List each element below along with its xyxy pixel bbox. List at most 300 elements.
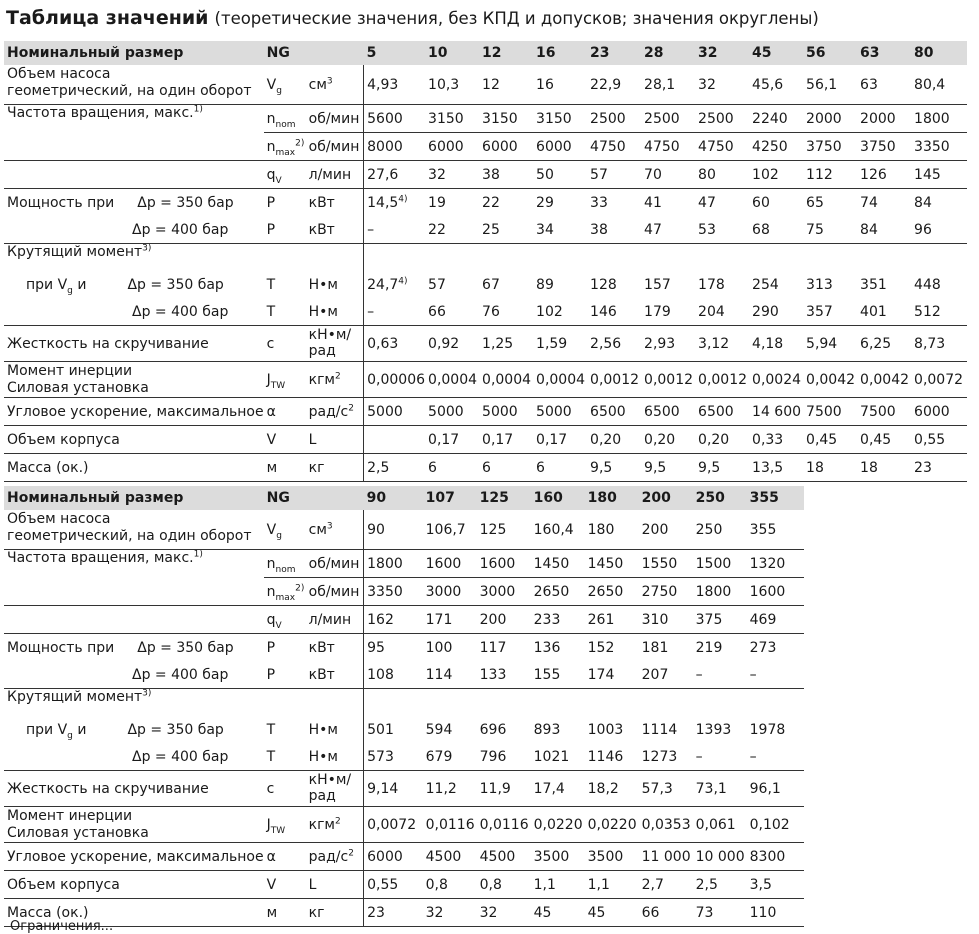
row-label (4, 661, 264, 689)
row-unit (306, 634, 364, 662)
page-title (6, 7, 819, 29)
blank-cell (804, 716, 968, 743)
row-label (4, 189, 264, 217)
blank-cell (804, 807, 968, 843)
value-cell: 5600 (364, 105, 425, 133)
row-p350 (4, 189, 967, 217)
value-cell: 9,5 (695, 454, 749, 482)
value-cell: 0,45 (803, 426, 857, 454)
row-symbol (264, 133, 306, 161)
values-table-2 (4, 486, 968, 927)
unit: рад (308, 788, 336, 804)
symbol: м (266, 904, 278, 921)
value-cell: 10,3 (425, 65, 479, 105)
row-label (4, 716, 264, 743)
footnote-mark: 4) (398, 193, 408, 204)
row-symbol (264, 743, 306, 771)
value-cell (911, 244, 967, 272)
row-t400 (4, 743, 968, 771)
value-cell: 32 (425, 161, 479, 189)
label-text: Силовая установка (7, 380, 149, 396)
row-unit (306, 398, 364, 426)
blank-cell (804, 871, 968, 899)
value-cell: 1,1 (531, 871, 585, 899)
value-cell: 5000 (533, 398, 587, 426)
value-cell: 34 (533, 216, 587, 244)
symbol-sub: nom (275, 119, 296, 130)
header-size-23: 23 (587, 41, 641, 65)
unit: кг (308, 459, 325, 476)
value-cell: 110 (747, 899, 804, 927)
value-cell: 60 (752, 194, 770, 211)
value-cell: 1450 (531, 550, 585, 578)
row-j (4, 362, 967, 398)
footnote-mark: 1) (193, 549, 203, 560)
label-text: Мощность при (7, 639, 115, 656)
value-cell: 254 (752, 276, 779, 293)
value-cell: – (693, 743, 747, 771)
value-cell: 45 (531, 899, 585, 927)
row-unit (306, 105, 364, 133)
row-symbol (264, 454, 306, 482)
value-cell: 38 (479, 161, 533, 189)
symbol-sub: max (275, 147, 296, 158)
value-cell: 179 (641, 298, 695, 326)
row-symbol (264, 899, 306, 927)
row-unit (306, 550, 364, 578)
blank-cell (804, 743, 968, 771)
blank-cell (804, 771, 968, 807)
row-symbol (264, 634, 306, 662)
value-cell: 2,5 (693, 871, 747, 899)
value-cell: 157 (644, 276, 671, 293)
value-cell: 501 (364, 716, 423, 743)
row-unit (306, 771, 364, 807)
label-dp: Δp = 400 бар (132, 666, 229, 683)
value-cell: 4750 (695, 133, 749, 161)
value-cell: 3150 (479, 105, 533, 133)
row-symbol (264, 362, 306, 398)
value-cell: 63 (857, 65, 911, 105)
value-cell: 12 (479, 65, 533, 105)
value-cell: 73 (693, 899, 747, 927)
value-cell: 469 (747, 606, 804, 634)
value-cell: 0,0012 (587, 362, 641, 398)
unit: кг (308, 904, 325, 921)
value-cell: 11,2 (423, 771, 477, 807)
value-cell: 75 (803, 216, 857, 244)
value-cell: 32 (477, 899, 531, 927)
symbol: α (266, 403, 276, 420)
value-cell: 145 (911, 161, 967, 189)
row-label (4, 105, 264, 161)
unit: об/мин (308, 110, 360, 127)
row-symbol (264, 271, 306, 298)
value-cell: 4750 (587, 133, 641, 161)
row-a (4, 843, 968, 871)
row-p400 (4, 216, 967, 244)
value-cell: 594 (425, 721, 453, 738)
row-label (4, 216, 264, 244)
row-label (4, 326, 264, 362)
value-cell: 11,9 (477, 771, 531, 807)
value-cell: 0,17 (479, 426, 533, 454)
row-label (4, 454, 264, 482)
header-ng: NG (264, 486, 364, 510)
value-cell: 261 (585, 606, 639, 634)
value-cell: 3500 (531, 843, 585, 871)
unit: об/мин (308, 555, 360, 572)
value-cell: 5000 (425, 398, 479, 426)
row-symbol (264, 578, 306, 606)
value-cell: 0,0042 (803, 362, 857, 398)
value-cell: 32 (423, 899, 477, 927)
value-cell: 96,1 (747, 771, 804, 807)
symbol: м (266, 459, 278, 476)
symbol: c (266, 335, 275, 352)
value-cell: 1,1 (585, 871, 639, 899)
value-cell: 14,5$^{4)}$ (364, 189, 425, 217)
row-unit (306, 899, 364, 927)
row-symbol (264, 189, 306, 217)
row-unit (306, 716, 364, 743)
blank-cell (804, 606, 968, 634)
label-text: Угловое ускорение, максимальное (7, 848, 264, 865)
value-cell: 0,0116 (423, 807, 477, 843)
value-cell: 0,0072 (364, 807, 423, 843)
unit: кН•м/ (308, 772, 352, 788)
symbol: T (266, 721, 276, 738)
value-cell: 6,25 (857, 326, 911, 362)
label-text: геометрический, на один оборот (7, 528, 252, 544)
label-dp: Δp = 400 бар (132, 748, 229, 765)
row-label (4, 161, 264, 189)
value-cell: 0,00006 (364, 362, 425, 398)
value-cell: 1800 (364, 550, 423, 578)
unit: л/мин (308, 166, 352, 183)
value-cell: 679 (423, 743, 477, 771)
unit: рад/с (308, 403, 349, 420)
value-cell: 4500 (423, 843, 477, 871)
row-t350 (4, 716, 968, 743)
value-cell: 0,20 (587, 426, 641, 454)
table-header-row (4, 486, 968, 510)
value-cell: 1146 (585, 743, 639, 771)
header-size-355: 355 (747, 486, 804, 510)
value-cell: 3150 (425, 105, 479, 133)
value-cell: 25 (479, 216, 533, 244)
value-cell: 2,7 (639, 871, 693, 899)
value-cell: 112 (803, 161, 857, 189)
value-cell: 66 (639, 899, 693, 927)
row-vol (4, 871, 968, 899)
value-cell (425, 244, 479, 272)
value-cell: 1600 (747, 578, 804, 606)
value-cell: 2500 (641, 105, 695, 133)
row-unit (306, 426, 364, 454)
value-cell (479, 244, 533, 272)
symbol: V (266, 521, 277, 538)
unit: рад (308, 343, 336, 359)
value-cell: 1978 (749, 721, 786, 738)
value-cell: 3350 (364, 578, 423, 606)
row-nnom (4, 550, 968, 578)
header-size-125: 125 (477, 486, 531, 510)
value-cell (585, 689, 639, 717)
value-cell: 6 (479, 454, 533, 482)
value-cell: 9,5 (587, 454, 641, 482)
row-t400 (4, 298, 967, 326)
value-cell: 32 (695, 65, 749, 105)
row-m (4, 899, 968, 927)
value-cell (641, 244, 695, 272)
value-cell: 57 (428, 276, 446, 293)
value-cell: 3000 (423, 578, 477, 606)
symbol: n (266, 555, 276, 572)
header-size-160: 160 (531, 486, 585, 510)
label-dp: Δp = 350 бар (137, 639, 234, 656)
row-label (4, 743, 264, 771)
label-text: Крутящий момент (7, 244, 143, 260)
value-cell: 1393 (695, 721, 732, 738)
symbol: T (266, 748, 276, 765)
row-qv (4, 606, 968, 634)
value-cell (857, 244, 911, 272)
value-cell: 0,55 (911, 426, 967, 454)
value-cell: 95 (364, 634, 423, 662)
value-cell: 1450 (585, 550, 639, 578)
value-cell: 6500 (695, 398, 749, 426)
label-dp: Δp = 350 бар (127, 721, 224, 738)
value-cell: 45,6 (749, 65, 803, 105)
value-cell: 6000 (533, 133, 587, 161)
value-cell (364, 689, 423, 717)
symbol-sub: nom (275, 564, 296, 575)
label-text: Объем корпуса (7, 431, 120, 448)
value-cell: 351 (860, 276, 887, 293)
row-label (4, 362, 264, 398)
row-label (4, 426, 264, 454)
value-cell: 4500 (477, 843, 531, 871)
label-dp: Δp = 400 бар (132, 303, 229, 320)
value-cell: 9,14 (364, 771, 423, 807)
value-cell: 8300 (747, 843, 804, 871)
value-cell: 1114 (641, 721, 678, 738)
row-unit (306, 326, 364, 362)
value-cell: 100 (425, 639, 453, 656)
value-cell: 16 (533, 65, 587, 105)
row-qv (4, 161, 967, 189)
value-cell: 0,45 (857, 426, 911, 454)
value-cell: 0,20 (641, 426, 695, 454)
value-cell: 1,59 (533, 326, 587, 362)
value-cell: 893 (533, 721, 561, 738)
row-symbol (264, 65, 306, 105)
value-cell: 89 (536, 276, 554, 293)
row-symbol (264, 689, 306, 717)
footnote-mark: 2) (295, 582, 305, 593)
value-cell: 114 (423, 661, 477, 689)
row-symbol (264, 510, 306, 550)
unit-sup: 3 (326, 75, 333, 86)
unit: L (308, 431, 317, 448)
value-cell: 133 (477, 661, 531, 689)
header-nominal: Номинальный размер (4, 486, 264, 510)
value-cell: 375 (693, 606, 747, 634)
row-label (4, 398, 264, 426)
value-cell: 18 (803, 454, 857, 482)
value-cell: 401 (857, 298, 911, 326)
footnote-mark: 3) (142, 243, 152, 254)
value-cell: 0,17 (425, 426, 479, 454)
value-cell: 0,061 (693, 807, 747, 843)
header-ng: NG (264, 41, 364, 65)
header-blank (804, 486, 968, 510)
row-symbol (264, 105, 306, 133)
footnote-mark: 4) (398, 275, 408, 286)
value-cell: 5000 (479, 398, 533, 426)
value-cell: 11 000 (639, 843, 693, 871)
label-text: Момент инерции (7, 363, 133, 379)
value-cell: 65 (806, 194, 824, 211)
row-label (4, 843, 264, 871)
row-symbol (264, 661, 306, 689)
value-cell: 106,7 (423, 510, 477, 550)
label-text: Крутящий момент (7, 689, 143, 705)
label-text: при V (26, 276, 68, 293)
value-cell: 0,8 (423, 871, 477, 899)
value-cell: 1600 (477, 550, 531, 578)
value-cell: 13,5 (749, 454, 803, 482)
row-unit (306, 216, 364, 244)
value-cell: 2,5 (364, 454, 425, 482)
row-symbol (264, 326, 306, 362)
label-sub: g (67, 285, 73, 296)
row-symbol (264, 606, 306, 634)
header-size-90: 90 (364, 486, 423, 510)
value-cell: 1550 (639, 550, 693, 578)
value-cell: – (364, 216, 425, 244)
value-cell: 310 (639, 606, 693, 634)
values-table-1 (4, 41, 967, 482)
value-cell: 0,33 (749, 426, 803, 454)
value-cell: 0,0072 (911, 362, 967, 398)
blank-cell (804, 578, 968, 606)
value-cell: 1003 (587, 721, 624, 738)
value-cell: 6000 (364, 843, 423, 871)
value-cell: 3750 (803, 133, 857, 161)
unit: см (308, 521, 327, 538)
value-cell: 1,25 (479, 326, 533, 362)
value-cell: 66 (425, 298, 479, 326)
value-cell: 152 (587, 639, 615, 656)
header-size-63: 63 (857, 41, 911, 65)
row-label (4, 550, 264, 606)
value-cell: 4750 (641, 133, 695, 161)
value-cell (747, 689, 804, 717)
value-cell: 146 (587, 298, 641, 326)
value-cell: 1021 (531, 743, 585, 771)
value-cell: 357 (803, 298, 857, 326)
unit: кгм (308, 816, 335, 833)
row-label (4, 65, 264, 105)
symbol: n (266, 138, 276, 155)
unit: кВт (308, 221, 335, 238)
row-unit (306, 244, 364, 272)
value-cell: 18,2 (585, 771, 639, 807)
row-unit (306, 807, 364, 843)
value-cell: 512 (911, 298, 967, 326)
header-size-16: 16 (533, 41, 587, 65)
value-cell: 5,94 (803, 326, 857, 362)
row-p350 (4, 634, 968, 662)
value-cell: 23 (364, 899, 423, 927)
row-unit (306, 743, 364, 771)
value-cell: 136 (533, 639, 561, 656)
symbol: J (266, 816, 271, 833)
symbol-sub: TW (270, 825, 286, 836)
value-cell (364, 426, 425, 454)
value-cell: 2500 (695, 105, 749, 133)
value-cell: 102 (533, 298, 587, 326)
unit: кВт (308, 194, 335, 211)
symbol: T (266, 303, 276, 320)
header-size-107: 107 (423, 486, 477, 510)
unit-sup: 2 (335, 815, 341, 826)
row-unit (306, 578, 364, 606)
value-cell: 41 (644, 194, 662, 211)
value-cell: 204 (695, 298, 749, 326)
value-cell: 19 (428, 194, 446, 211)
header-size-10: 10 (425, 41, 479, 65)
value-cell: 80,4 (911, 65, 967, 105)
footnote: Ограничения... (10, 919, 114, 934)
row-unit (306, 510, 364, 550)
unit: кВт (308, 666, 335, 683)
value-cell: 84 (857, 216, 911, 244)
value-cell: 38 (587, 216, 641, 244)
footnote-mark: 1) (193, 104, 203, 115)
value-cell: 0,55 (364, 871, 423, 899)
row-symbol (264, 244, 306, 272)
row-unit (306, 362, 364, 398)
row-label (4, 689, 264, 717)
label-dp: Δp = 350 бар (127, 276, 224, 293)
row-torqueHead (4, 689, 968, 717)
value-cell: 6500 (587, 398, 641, 426)
value-cell: 0,0353 (639, 807, 693, 843)
value-cell: 29 (536, 194, 554, 211)
row-symbol (264, 161, 306, 189)
value-cell: 9,5 (641, 454, 695, 482)
row-symbol (264, 771, 306, 807)
value-cell: 290 (749, 298, 803, 326)
value-cell: 0,0220 (585, 807, 639, 843)
value-cell: 219 (695, 639, 723, 656)
value-cell: 171 (423, 606, 477, 634)
row-vg (4, 65, 967, 105)
value-cell: 90 (364, 510, 423, 550)
value-cell: 0,0004 (425, 362, 479, 398)
value-cell: 2000 (857, 105, 911, 133)
value-cell: 573 (364, 743, 423, 771)
row-unit (306, 843, 364, 871)
symbol: V (266, 76, 277, 93)
value-cell: 6 (533, 454, 587, 482)
row-nnom (4, 105, 967, 133)
row-vol (4, 426, 967, 454)
row-unit (306, 133, 364, 161)
